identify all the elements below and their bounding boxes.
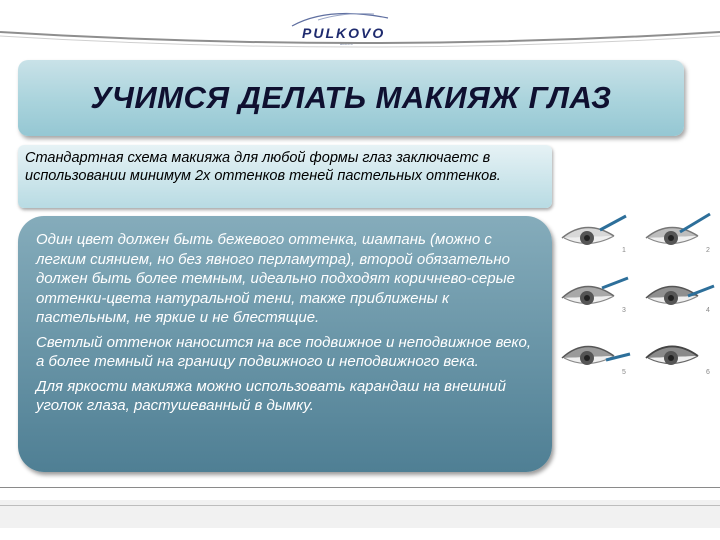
eye-step-label: 3	[622, 307, 626, 314]
intro-text: Стандартная схема макияжа для любой формы глаз заключаетс в использовании минимум 2х оттенков теней пастельных оттенков.	[25, 150, 501, 184]
intro-box	[18, 145, 552, 208]
eye-step-label: 2	[706, 247, 710, 254]
footer-divider	[0, 487, 720, 488]
title-banner	[18, 60, 684, 136]
eye-step-illustration	[640, 210, 716, 260]
main-text	[36, 230, 541, 421]
eye-step-illustration	[640, 270, 716, 320]
footer-divider-light	[0, 505, 720, 506]
eye-step-illustration	[556, 210, 632, 260]
paragraph-application: Светлый оттенок наносится на все подвижное и неподвижное веко, а более темный на границу подвижного и неподвижного века.	[36, 333, 532, 370]
page-title: УЧИМСЯ ДЕЛАТЬ МАКИЯЖ ГЛАЗ	[90, 80, 612, 115]
eye-step-illustration	[556, 270, 632, 320]
eye-step-label: 1	[622, 247, 626, 254]
eye-makeup-illustrations	[556, 210, 720, 390]
logo-subtext: airlines	[340, 41, 353, 46]
eye-step-label: 4	[706, 307, 710, 314]
eye-step-label: 5	[622, 369, 626, 376]
eye-step-illustration	[640, 330, 716, 380]
logo-text: PULKOVO	[302, 25, 386, 41]
eye-step-label: 6	[706, 369, 710, 376]
header-arc-divider	[0, 20, 720, 60]
eye-step-illustration	[556, 330, 632, 380]
paragraph-pencil: Для яркости макияжа можно использовать карандаш на внешний уголок глаза, растушеванный в дымку.	[36, 377, 506, 414]
main-text-box	[18, 216, 552, 472]
paragraph-shade-colors: Один цвет должен быть бежевого оттенка, шампань (можно с легким сиянием, но без явного перламутра), второй обязательно должен быть более темным, идеально подходят коричнево-серые оттенки-цвета натуральной тени, также приближены к пастельным, не яркие и не блестящие.	[36, 231, 515, 326]
